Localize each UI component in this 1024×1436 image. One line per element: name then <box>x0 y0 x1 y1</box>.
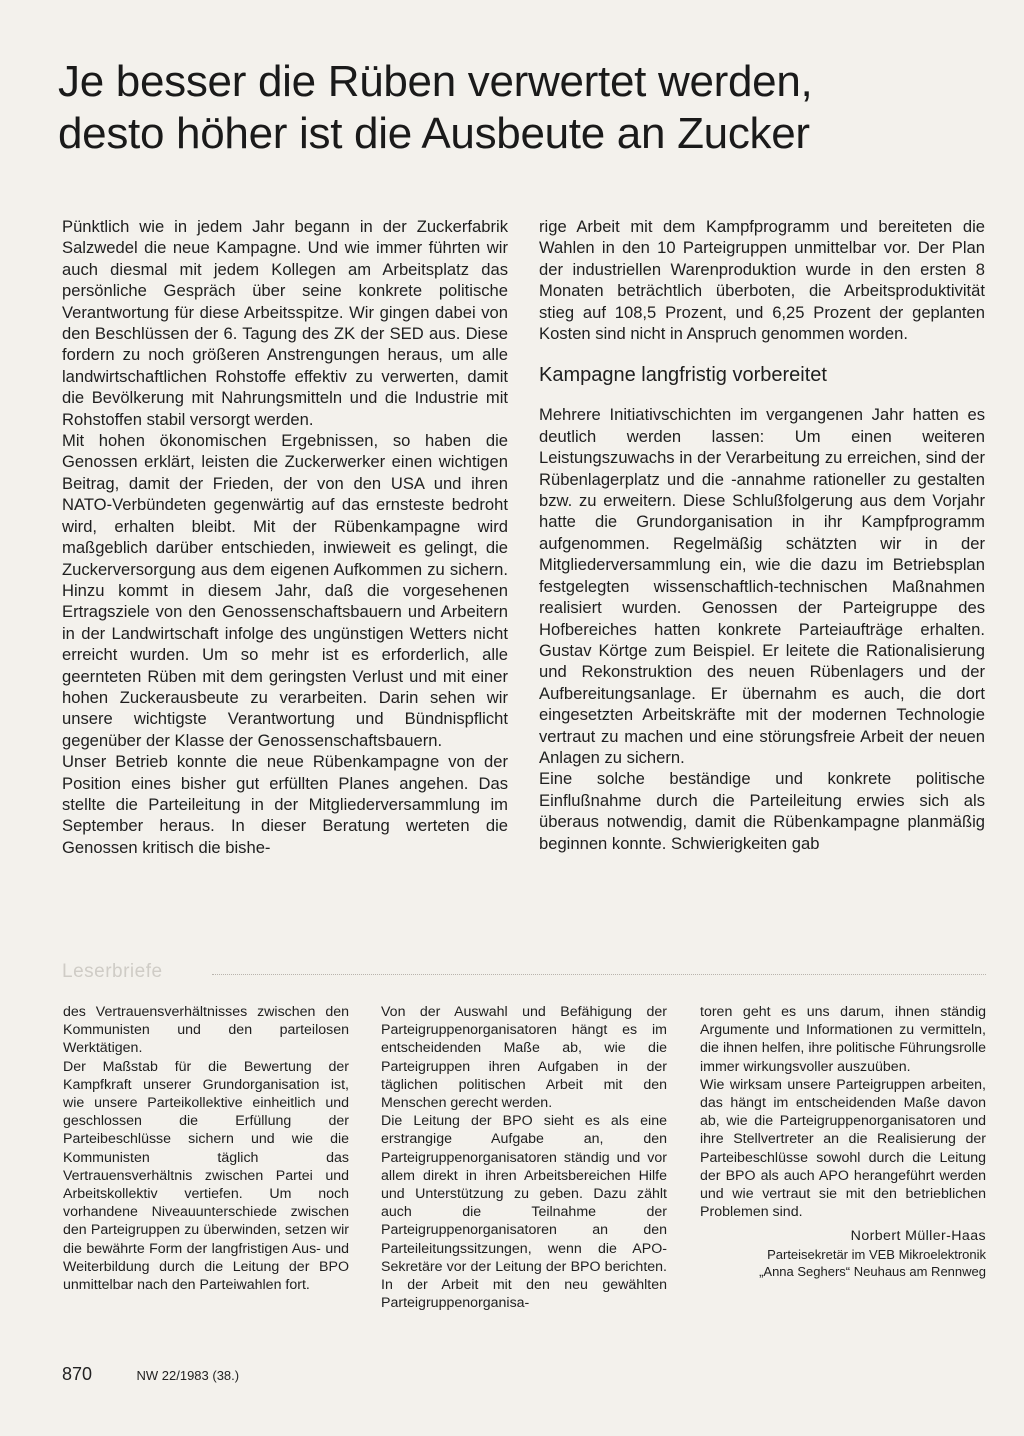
headline-line-2: desto höher ist die Ausbeute an Zucker <box>58 109 810 158</box>
letters-section-label: Leserbriefe <box>62 961 163 982</box>
letters-column-3 <box>700 1003 986 1280</box>
paragraph: Die Leitung der BPO sieht es als eine erstrangige Aufgabe an, den Parteigruppenorganisatoren ständig und vor allem direkt in ihren Arbeitsbereichen Hilfe und Unterstützung zu geben. Dazu zählt auch die Teilnahme der Parteigruppenorganisatoren an den Parteileitungssitzungen, wenn die APO-Sekretäre vor der Leitung der BPO berichten. In der Arbeit mit den neu gewählten Parteigruppenorganisa- <box>381 1113 667 1312</box>
paragraph: Unser Betrieb konnte die neue Rübenkampagne von der Position eines bisher gut erfüllten Planes angehen. Das stellte die Parteileitung in der Mitgliederversammlung im September heraus. In dieser Beratung werteten die Genossen kritisch die bishe- <box>62 752 508 857</box>
paragraph: Von der Auswahl und Befähigung der Parteigruppenorganisatoren hängt es im entscheidenden Maße ab, wie die Parteigruppen ihren Aufgaben in der täglichen politischen Arbeit mit den Menschen gerecht werden. <box>381 1004 667 1112</box>
paragraph: Eine solche beständige und konkrete politische Einflußnahme durch die Parteileitung erwies sich als überaus notwendig, damit die Rübenkampagne planmäßig beginnen konnte. Schwierigkeiten gab <box>539 769 985 853</box>
paragraph: rige Arbeit mit dem Kampfprogramm und bereiteten die Wahlen in den 10 Parteigruppen unmittelbar vor. Der Plan der industriellen Warenproduktion wurde in den ersten 8 Monaten beträchtlich überboten, die Arbeitsproduktivität stieg auf 108,5 Prozent, und 6,25 Prozent der geplanten Kosten sind nicht in Anspruch genommen worden. <box>539 217 985 344</box>
author-role-line-2: „Anna Seghers“ Neuhaus am Rennweg <box>759 1263 986 1279</box>
paragraph: des Vertrauensverhältnisses zwischen den Kommunisten und den parteilosen Werktätigen. <box>63 1004 349 1057</box>
section-subheading: Kampagne langfristig vorbereitet <box>539 364 827 387</box>
article-column-1 <box>62 216 508 858</box>
article-column-2 <box>539 216 985 854</box>
paragraph: Mit hohen ökonomischen Ergebnissen, so haben die Genossen erklärt, leisten die Zuckerwerker einen wichtigen Beitrag, damit der Frieden, der von den USA und ihren NATO-Verbündeten gegenwärtig auf das ernsteste bedroht wird, erhalten bleibt. Mit der Rübenkampagne wird maßgeblich darüber entschieden, inwieweit es gelingt, die Zuckerversorgung aus dem eigenen Aufkommen zu sichern. Hinzu kommt in diesem Jahr, daß die vorgesehenen Ertragsziele von den Genossenschaftsbauern und Arbeitern in der Landwirtschaft infolge des ungünstigen Wetters nicht erreicht wurden. Um so mehr ist es erforderlich, alle geernteten Rüben mit dem geringsten Verlust und mit einer hohen Zuckerausbeute zu verarbeiten. Darin sehen wir unsere wichtigste Verantwortung und Bündnispflicht gegenüber der Klasse der Genossenschaftsbauern. <box>62 431 508 750</box>
letters-column-1 <box>63 1003 349 1294</box>
page-number: 870 <box>62 1364 93 1384</box>
paragraph: Mehrere Initiativschichten im vergangenen Jahr hatten es deutlich werden lassen: Um einen weiteren Leistungszuwachs in der Verarbeitung zu erreichen, sind der Rübenlagerplatz und die -annahme rationeller zu gestalten bzw. zu erweitern. Diese Schlußfolgerung aus dem Vorjahr hatte die Grundorganisation in ihr Kampfprogramm aufgenommen. Regelmäßig schätzten wir in der Mitgliederversammlung ein, wie die dazu im Betriebsplan festgelegten wissenschaftlich-technischen Maßnahmen realisiert wurden. Genossen der Parteigruppe des Hofbereiches hatten konkrete Parteiaufträge erhalten. Gustav Körtge zum Beispiel. Er leitete die Rationalisierung und Rekonstruktion des neuen Rübenlagers und der Aufbereitungsanlage. Er übernahm es auch, die dort eingesetzten Arbeitskräfte mit der modernen Technologie vertraut zu machen und eine störungsfreie Arbeit der neuen Anlagen zu sichern. <box>539 405 985 767</box>
issue-reference: NW 22/1983 (38.) <box>136 1368 240 1383</box>
section-divider <box>212 974 986 975</box>
headline-line-1: Je besser die Rüben verwertet werden, <box>58 57 813 106</box>
headline <box>58 56 978 160</box>
paragraph: Der Maßstab für die Bewertung der Kampfkraft unserer Grundorganisation ist, wie unsere Parteikollektive einheitlich und geschlossen die Erfüllung der Parteibeschlüsse sichern und wie die Kommunisten täglich das Vertrauensverhältnis zwischen Partei und Arbeitskollektiv vertiefen. Um noch vorhandene Niveauunterschiede zwischen den Parteigruppen zu überwinden, setzen wir die bewährte Form der langfristigen Aus- und Weiterbildung durch die Leitung der BPO unmittelbar nach den Parteiwahlen fort. <box>63 1058 349 1294</box>
paragraph: Wie wirksam unsere Parteigruppen arbeiten, das hängt im entscheidenden Maße davon ab, wie die Parteigruppenorganisatoren und ihre Stellvertreter an die Realisierung der Parteibeschlüsse sowohl durch die Leitung der BPO als auch APO herangeführt werden und wie vertraut sie mit den betrieblichen Problemen sind. <box>700 1076 986 1221</box>
paragraph: toren geht es uns darum, ihnen ständig Argumente und Informationen zu vermitteln, die ihnen helfen, ihre politische Führungsrolle immer wirkungsvoller auszuüben. <box>700 1004 986 1075</box>
letters-column-2 <box>381 1003 667 1312</box>
paragraph: Pünktlich wie in jedem Jahr begann in der Zuckerfabrik Salzwedel die neue Kampagne. Und wie immer führten wir auch diesmal mit jedem Kollegen am Arbeitsplatz das persönliche Gespräch über seine konkrete politische Verantwortung für diese Arbeitsspitze. Wir gingen dabei von den Beschlüssen der 6. Tagung des ZK der SED aus. Diese fordern zu noch größeren Anstrengungen heraus, um alle landwirtschaftlichen Rohstoffe effektiv zu verwerten, damit die Bevölkerung mit Nahrungsmitteln und die Industrie mit Rohstoffen stabil versorgt werden. <box>62 217 508 429</box>
letters-section-header <box>62 961 986 987</box>
page-footer <box>62 1364 239 1385</box>
author-role-line-1: Parteisekretär im VEB Mikroelektronik <box>767 1246 986 1262</box>
author-name: Norbert Müller-Haas <box>850 1228 986 1245</box>
